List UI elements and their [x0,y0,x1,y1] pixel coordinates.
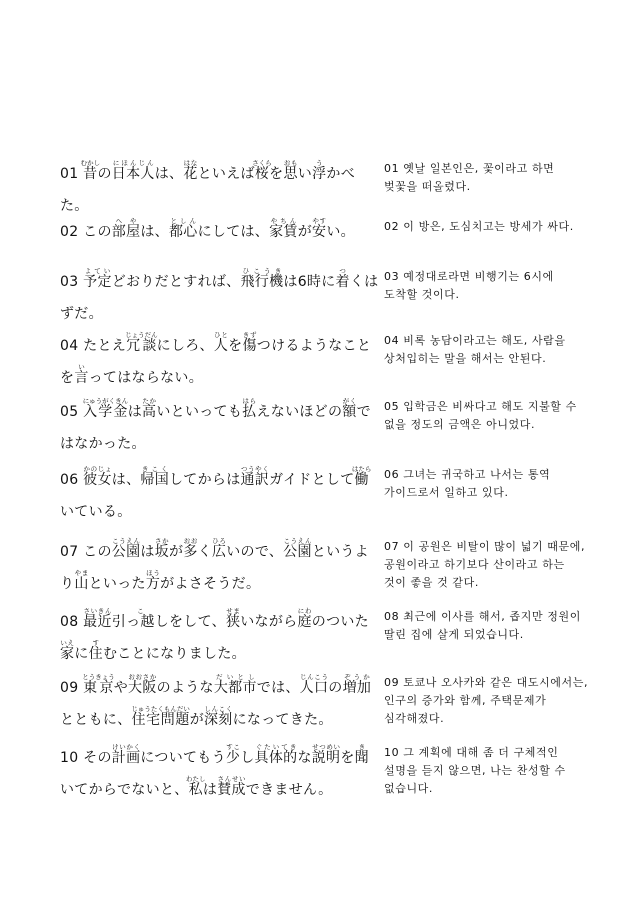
furigana-reading: さんせい [217,775,246,783]
furigana-reading: ひこうき [240,267,284,275]
japanese-sentence [60,158,380,222]
kanji-base: 帰国 [140,472,169,488]
furigana-reading: にほんじん [111,159,155,167]
furigana-reading: はな [183,159,198,167]
furigana-reading: す [88,639,103,647]
kanji-base: 都心 [168,224,198,240]
korean-translation: 06 그녀는 귀국하고 나서는 통역 가이드로서 일하고 있다. [384,468,551,499]
furigana-word [74,569,89,592]
korean-translation: 10 그 계획에 대해 좀 더 구체적인 설명을 듣지 않으면, 나는 찬성할 수 없습니다. [384,746,566,795]
furigana-reading: だいとし [213,673,257,681]
furigana-word [283,159,298,182]
sentence-text: な [297,750,312,766]
furigana-word [217,775,246,798]
sentence-text: に [74,646,89,662]
furigana-word [88,639,103,662]
kanji-base: 傷 [242,338,257,354]
sentence-text: 02 この [60,224,112,240]
furigana-reading: わたし [185,775,206,783]
furigana-word [74,363,89,386]
furigana-word [145,569,161,592]
korean-translation: 08 최근에 이사를 해서, 좁지만 정원이 딸린 집에 살게 되었습니다. [384,610,581,641]
japanese-sentence [60,396,380,460]
kanji-base: 具体的 [254,750,298,766]
furigana-word [128,673,157,696]
sentence-text: は [202,782,218,798]
furigana-reading: つうやく [240,465,270,473]
sentence-text: く [197,544,212,560]
sentence-text: は、 [111,472,141,488]
kanji-base: 働 [351,472,372,488]
furigana-reading: すこ [225,743,241,751]
furigana-reading: さくら [252,159,272,167]
kanji-base: 通訳 [240,472,270,488]
kanji-base: 狭 [225,614,241,630]
furigana-reading: はたら [351,465,372,473]
furigana-reading: こうえん [283,537,312,545]
furigana-word [242,397,257,420]
furigana-word [82,673,115,696]
furigana-word [269,217,298,240]
sentence-text: は、 [140,224,169,240]
kanji-base: 公園 [283,544,312,560]
kanji-base: 浮 [312,166,327,182]
kanji-base: 庭 [297,614,312,630]
sentence-text: のついた [311,614,369,630]
sentence-text: いてからでないと、 [60,782,189,798]
sentence-text: の [328,680,343,696]
sentence-text: い [297,166,313,182]
furigana-word [211,537,227,560]
furigana-reading: おも [283,159,298,167]
kanji-base: 桜 [252,166,272,182]
sentence-text: 08 [60,614,84,630]
sentence-text: むことになりました。 [102,646,246,662]
furigana-word [297,607,312,630]
furigana-reading: きず [242,331,257,339]
kanji-base: 人 [213,338,229,354]
furigana-word [111,159,155,182]
kanji-base: 安 [312,224,327,240]
kanji-base: 額 [342,404,357,420]
furigana-word [312,217,327,240]
kanji-base: 公園 [111,544,141,560]
furigana-reading: せつめい [311,743,341,751]
sentence-text: 03 [60,274,84,290]
furigana-reading: さいきん [83,607,112,615]
korean-translation: 02 이 방은, 도심치고는 방세가 싸다. [384,220,574,233]
furigana-word [111,537,141,560]
kanji-base: 少 [225,750,241,766]
sentence-text: 05 [60,404,84,420]
sentence-text: が [169,544,184,560]
sentence-text: になってきた。 [232,712,333,728]
sentence-text: や [113,680,129,696]
sentence-text: えないほどの [256,404,343,420]
kanji-base: 説明 [311,750,341,766]
furigana-reading: かのじょ [83,465,112,473]
kanji-base: 部屋 [111,224,141,240]
sentence-text: 06 [60,472,84,488]
kanji-base: 私 [185,782,206,798]
sentence-text: は6時に [283,274,336,290]
sentence-text: にしろ、 [156,338,214,354]
japanese-sentence [60,216,380,248]
sentence-text: を [269,166,284,182]
sentence-text: とともに、 [60,712,132,728]
korean-translation: 09 토쿄나 오사카와 같은 대도시에서는, 인구의 증가와 함께, 주택문제가 심각해졌다. [384,676,589,725]
korean-translation: 01 옛날 일본인은, 꽃이라고 하면 벚꽃을 떠올렸다. [384,162,555,193]
furigana-reading: こうえん [111,537,141,545]
furigana-word [299,673,329,696]
kanji-base: 方 [145,576,161,592]
sentence-text: くはずだ。 [60,274,379,322]
furigana-word [213,673,257,696]
furigana-word [311,743,341,766]
kanji-base: 大阪 [128,680,157,696]
sentence-text: し [240,750,255,766]
korean-translation: 04 비록 농담이라고는 해도, 사람을 상처입히는 말을 해서는 안된다. [384,334,566,365]
kanji-base: 着 [335,274,350,290]
sentence-text: ガイドとして [269,472,355,488]
furigana-reading: こ [126,607,155,615]
furigana-word [240,465,270,488]
sentence-text: いている。 [60,504,132,520]
furigana-reading: ぞうか [342,673,372,681]
kanji-base: 賛成 [217,782,246,798]
japanese-sentence [60,742,380,806]
furigana-word [240,267,284,290]
sentence-text: が [297,224,313,240]
kanji-base: 東京 [82,680,115,696]
kanji-base: 多 [183,544,198,560]
japanese-sentence [60,672,380,736]
furigana-word [242,331,257,354]
furigana-reading: にゅうがくきん [82,397,129,405]
sentence-text: が [189,712,204,728]
furigana-word [140,465,169,488]
furigana-word [342,673,372,696]
kanji-base: 聞 [354,750,369,766]
kanji-base: 入学金 [82,404,129,420]
furigana-reading: ぐたいてき [254,743,298,751]
furigana-reading: ほう [145,569,161,577]
sentence-text: い。 [326,224,355,240]
kanji-base: 大都市 [213,680,257,696]
kanji-base: 坂 [154,544,169,560]
furigana-reading: としん [168,217,198,225]
japanese-sentence [60,330,380,394]
sentence-text: といった [88,576,146,592]
sentence-text: 10 その [60,750,112,766]
sentence-text: ではなかった。 [60,404,371,452]
furigana-word [335,267,350,290]
kanji-base: 広 [211,544,227,560]
furigana-word [83,465,112,488]
furigana-reading: やす [312,217,327,225]
furigana-reading: き [354,743,369,751]
japanese-sentence [60,536,380,600]
furigana-reading: やちん [269,217,298,225]
sentence-text: しをして、 [154,614,226,630]
sentence-text: できません。 [245,782,333,798]
sentence-text: どおりだとすれば、 [111,274,241,290]
sentence-text: は、 [154,166,184,182]
furigana-word [142,397,157,420]
sentence-text: 07 この [60,544,112,560]
kanji-base: 住宅問題 [131,712,190,728]
kanji-base: 最近 [83,614,112,630]
japanese-sentence [60,606,380,670]
furigana-word [154,537,169,560]
japanese-sentence [60,266,380,330]
kanji-base: 思 [283,166,298,182]
sentence-text: 09 [60,680,84,696]
sentence-text: は [127,404,143,420]
furigana-word [83,607,112,630]
furigana-reading: じんこう [299,673,329,681]
kanji-base: 予定 [83,274,112,290]
furigana-word [82,397,129,420]
sentence-text: 引 [111,614,127,630]
furigana-reading: せま [225,607,241,615]
sentence-text: は [140,544,155,560]
sentence-text: 04 たとえ [60,338,127,354]
kanji-base: 日本人 [111,166,155,182]
furigana-word [111,743,141,766]
sentence-text: を [340,750,355,766]
furigana-word [183,159,198,182]
sentence-text: してからは [169,472,241,488]
japanese-sentence [60,464,380,528]
sentence-text: といえば [197,166,255,182]
sentence-text: にしては、 [197,224,270,240]
furigana-word [225,743,241,766]
kanji-base: 計画 [111,750,141,766]
kanji-base: 増加 [342,680,372,696]
furigana-reading: やま [74,569,89,577]
sentence-text: いながら [240,614,298,630]
sentence-text: いので、 [226,544,284,560]
kanji-base: 言 [74,370,89,386]
furigana-reading: い [74,363,89,371]
furigana-reading: けいかく [111,743,141,751]
sentence-text: いといっても [156,404,243,420]
kanji-base: 深刻 [204,712,233,728]
furigana-word [83,267,112,290]
korean-translation: 05 입학금은 비싸다고 해도 지불할 수 없을 정도의 금액은 아니었다. [384,400,577,431]
kanji-base: 山 [74,576,89,592]
furigana-reading: じょうだん [125,331,158,339]
furigana-word [312,159,327,182]
furigana-reading: とうきょう [82,673,115,681]
furigana-reading: にわ [297,607,312,615]
furigana-word [126,607,155,630]
kanji-base: 飛行機 [240,274,284,290]
sentence-text: というより [60,544,369,592]
furigana-reading: さか [154,537,169,545]
furigana-reading: がく [342,397,357,405]
korean-translation: 03 예정대로라면 비행기는 6시에 도착할 것이다. [384,270,554,301]
furigana-reading: いえ [60,639,75,647]
furigana-reading: う [312,159,327,167]
sentence-text: を [228,338,243,354]
kanji-base: 人口 [299,680,329,696]
furigana-word [80,159,101,182]
furigana-reading: ひと [213,331,229,339]
sentence-text: かべた。 [60,166,355,214]
kanji-base: っ越 [126,614,155,630]
furigana-word [283,537,312,560]
kanji-base: 払 [242,404,257,420]
kanji-base: 冗談 [125,338,158,354]
furigana-word [168,217,198,240]
sentence-text: ってはならない。 [88,370,204,386]
furigana-reading: むかし [80,159,101,167]
furigana-reading: たか [142,397,157,405]
furigana-word [204,705,233,728]
furigana-word [213,331,229,354]
furigana-word [60,639,75,662]
sentence-text: では、 [256,680,300,696]
kanji-base: 家賃 [269,224,298,240]
furigana-reading: しんこく [204,705,233,713]
furigana-word [185,775,206,798]
kanji-base: 高 [142,404,157,420]
furigana-reading: つ [335,267,350,275]
furigana-word [351,465,372,488]
kanji-base: 昔 [80,166,101,182]
kanji-base: 花 [183,166,198,182]
furigana-reading: おおさか [128,673,157,681]
furigana-reading: へや [111,217,141,225]
sentence-text: の [97,166,112,182]
furigana-word [342,397,357,420]
sentence-text: 01 [60,166,84,182]
kanji-base: 住 [88,646,103,662]
furigana-reading: おお [183,537,198,545]
kanji-base: 彼女 [83,472,112,488]
sentence-text: のような [156,680,214,696]
furigana-word [252,159,272,182]
sentence-text: についてもう [140,750,226,766]
furigana-reading: はら [242,397,257,405]
furigana-reading: よてい [83,267,112,275]
furigana-reading: じゅうたくもんだい [131,705,190,713]
furigana-word [225,607,241,630]
furigana-word [111,217,141,240]
sentence-text: がよさそうだ。 [160,576,261,592]
kanji-base: 家 [60,646,75,662]
furigana-word [125,331,158,354]
korean-translation: 07 이 공원은 비탈이 많이 넓기 때문에, 공원이라고 하기보다 산이라고 하는 것이 좋을 것 같다. [384,540,586,589]
furigana-reading: きこく [140,465,169,473]
furigana-word [354,743,369,766]
sentence-text: つけるようなことを [60,338,372,386]
furigana-reading: ひろ [211,537,227,545]
furigana-word [131,705,190,728]
furigana-word [183,537,198,560]
furigana-word [254,743,298,766]
